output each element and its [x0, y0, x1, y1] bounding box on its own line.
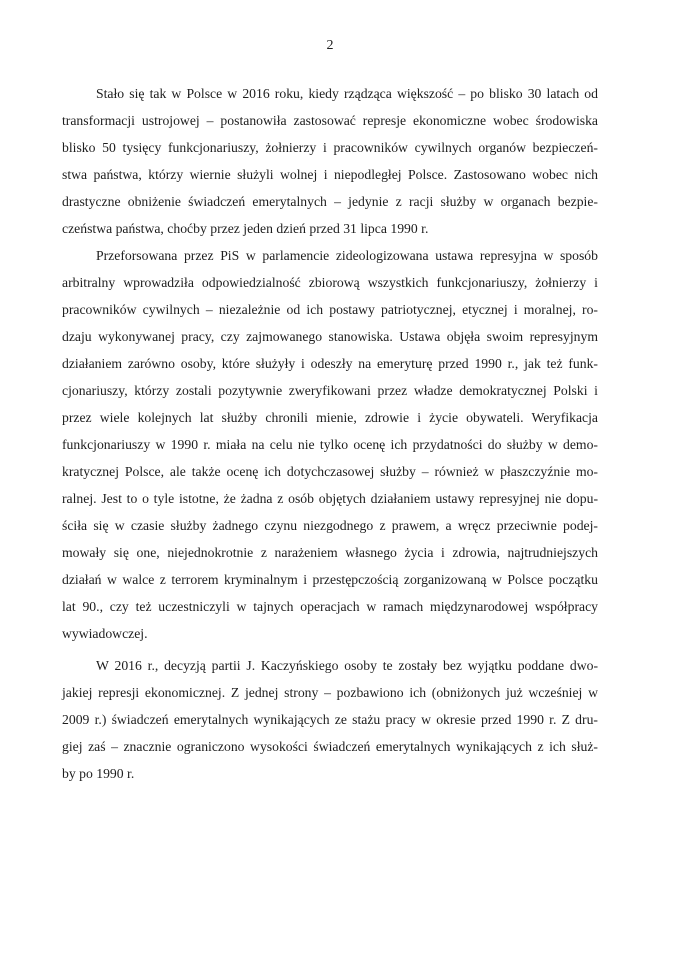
- text-line: lat 90., czy też uczestniczyli w tajnych operacjach w ramach międzynarodowej współpracy: [62, 599, 598, 614]
- text-line: arbitralny wprowadziła odpowiedzialność zbiorową wszystkich funkcjonariuszy, żołnierzy i: [62, 275, 598, 290]
- text-line: funkcjonariuszy w 1990 r. miała na celu nie tylko ocenę ich przydatności do służby w demo-: [62, 437, 598, 452]
- text-line: cjonariuszy, którzy zostali pozytywnie zweryfikowani przez władze demokratycznej Polski i: [62, 383, 598, 398]
- paragraph: [62, 242, 598, 647]
- text-line: działaniem zarówno osoby, które służyły i odeszły na emeryturę przed 1990 r., jak też funk-: [62, 356, 598, 371]
- text-line: blisko 50 tysięcy funkcjonariuszy, żołnierzy i pracowników cywilnych organów bezpieczeń-: [62, 140, 598, 155]
- text-line: dzaju wykonywanej pracy, czy zajmowanego stanowiska. Ustawa objęła swoim represyjnym: [62, 329, 598, 344]
- text-line: ściła się w czasie służby żadnego czynu niezgodnego z prawem, a wręcz przeciwnie podej-: [62, 518, 598, 533]
- paragraph: [62, 80, 598, 242]
- text-line: stwa państwa, którzy wiernie służyli wolnej i niepodległej Polsce. Zastosowano wobec nich: [62, 167, 598, 182]
- text-line: by po 1990 r.: [62, 766, 135, 781]
- text-line: wywiadowczej.: [62, 626, 148, 641]
- document-body: [62, 80, 598, 787]
- paragraph: [62, 652, 598, 787]
- page-number: 2: [326, 38, 334, 53]
- text-line: przez wiele kolejnych lat służby chronili mienie, zdrowie i życie obywateli. Weryfikacja: [62, 410, 598, 425]
- text-line: Przeforsowana przez PiS w parlamencie zideologizowana ustawa represyjna w sposób: [96, 248, 598, 263]
- text-line: czeństwa państwa, choćby przez jeden dzień przed 31 lipca 1990 r.: [62, 221, 429, 236]
- text-line: Stało się tak w Polsce w 2016 roku, kiedy rządząca większość – po blisko 30 latach od: [96, 86, 598, 101]
- text-line: działań w walce z terrorem kryminalnym i przestępczością zorganizowaną w Polsce początku: [62, 572, 598, 587]
- text-line: 2009 r.) świadczeń emerytalnych wynikających ze stażu pracy w okresie przed 1990 r. Z dru-: [62, 712, 598, 727]
- text-line: jakiej represji ekonomicznej. Z jednej strony – pozbawiono ich (obniżonych już wcześniej w: [62, 685, 598, 700]
- text-line: drastyczne obniżenie świadczeń emerytalnych – jedynie z racji służby w organach bezpie-: [62, 194, 598, 209]
- text-line: W 2016 r., decyzją partii J. Kaczyńskiego osoby te zostały bez wyjątku poddane dwo-: [96, 658, 598, 673]
- text-line: pracowników cywilnych – niezależnie od ich postawy patriotycznej, etycznej i moralnej, ro-: [62, 302, 598, 317]
- text-line: transformacji ustrojowej – postanowiła zastosować represje ekonomiczne wobec środowiska: [62, 113, 598, 128]
- text-line: kratycznej Polsce, ale także ocenę ich dotychczasowej służby – również w płaszczyźnie mo-: [62, 464, 598, 479]
- text-line: mowały się one, niejednokrotnie z narażeniem własnego życia i zdrowia, najtrudniejszych: [62, 545, 598, 560]
- text-line: ralnej. Jest to o tyle istotne, że żadna z osób objętych działaniem ustawy represyjnej nie dopu-: [62, 491, 598, 506]
- text-line: giej zaś – znacznie ograniczono wysokości świadczeń emerytalnych wynikających z ich służ-: [62, 739, 598, 754]
